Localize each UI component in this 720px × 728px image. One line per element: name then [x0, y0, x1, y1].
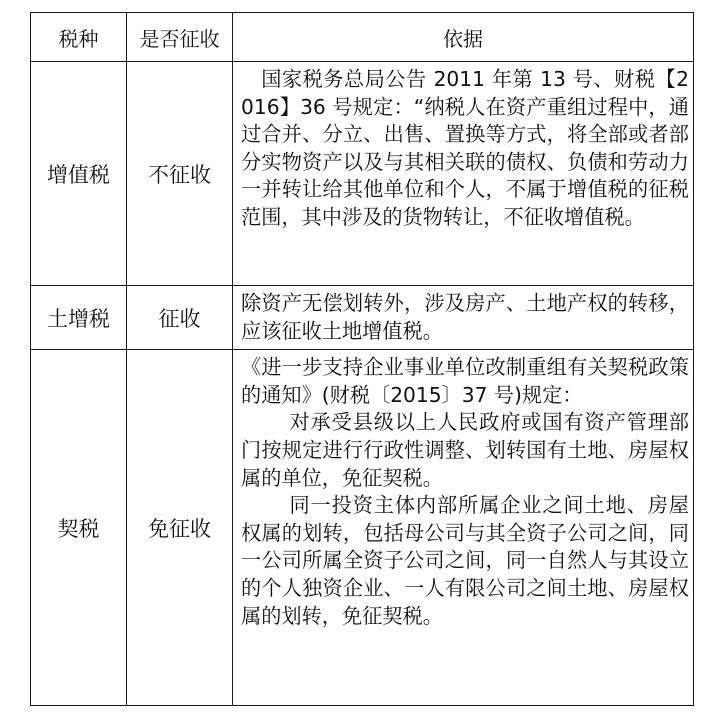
- basis-paragraph: 对承受县级以上人民政府或国有资产管理部门按规定进行行政性调整、划转国有土地、房屋权属的单位，免征契税。: [241, 410, 689, 490]
- basis-paragraph: 国家税务总局公告 2011 年第 13 号、财税【2016】36 号规定：“纳税人在资产重组过程中，通过合并、分立、出售、置换等方式，将全部或者部分实物资产以及与其相关联的债权、负债和劳动力一并转让给其他单位和个人，不属于增值税的征税范围，其中涉及的货物转让，不征收增值税。: [241, 67, 689, 229]
- levy-status-cell: 免征收: [127, 350, 233, 706]
- levy-status-cell: 不征收: [127, 62, 233, 286]
- header-basis: 依据: [233, 13, 694, 62]
- tax-policy-table: [30, 12, 694, 706]
- table-row: [31, 286, 694, 350]
- basis-paragraph: 同一投资主体内部所属企业之间土地、房屋权属的划转，包括母公司与其全资子公司之间，同一公司所属全资子公司之间，同一自然人与其设立的个人独资企业、一人有限公司之间土地、房屋权属的划转，免征契税。: [241, 493, 689, 628]
- table-header-row: [31, 13, 694, 62]
- basis-cell: [233, 286, 694, 350]
- basis-paragraph: 《进一步支持企业事业单位改制重组有关契税政策的通知》(财税〔2015〕37 号)规定：: [241, 355, 689, 407]
- header-tax-type: 税种: [31, 13, 127, 62]
- tax-type-cell: 契税: [31, 350, 127, 706]
- tax-type-cell: 增值税: [31, 62, 127, 286]
- basis-cell: [233, 350, 694, 706]
- table-row: [31, 350, 694, 706]
- basis-cell: [233, 62, 694, 286]
- tax-type-cell: 土增税: [31, 286, 127, 350]
- header-levy-status: 是否征收: [127, 13, 233, 62]
- table-row: [31, 62, 694, 286]
- basis-paragraph: 除资产无偿划转外，涉及房产、土地产权的转移，应该征收土地增值税。: [241, 291, 689, 343]
- levy-status-cell: 征收: [127, 286, 233, 350]
